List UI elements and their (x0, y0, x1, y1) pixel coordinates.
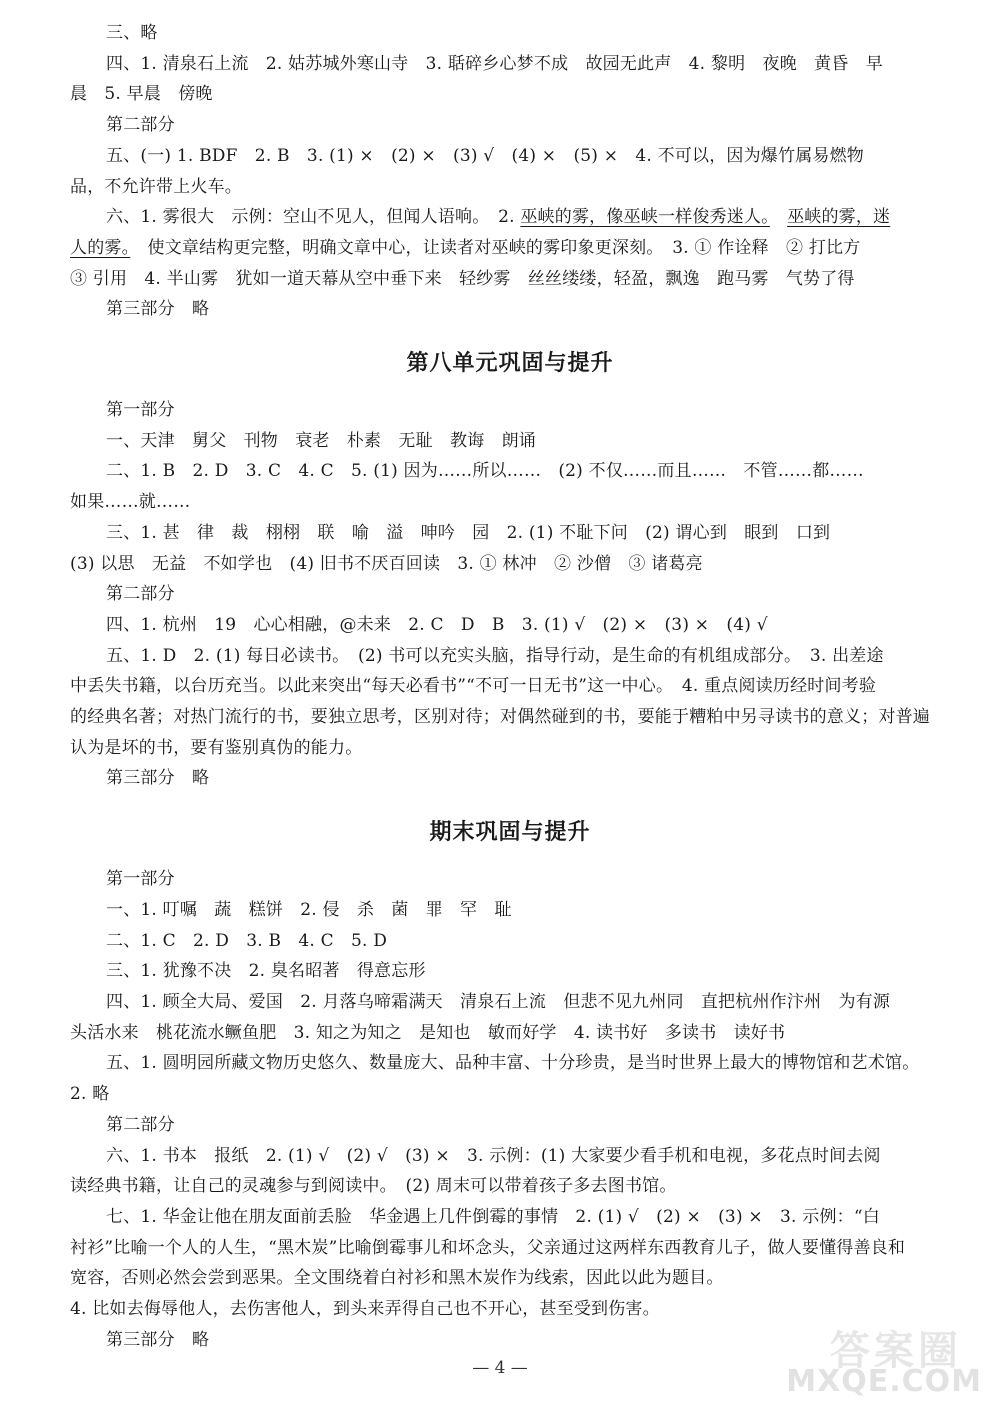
text-line: ③ 引用 4. 半山雾 犹如一道天幕从空中垂下来 轻纱雾 丝丝缕缕，轻盈，飘逸 跑马雾 气势了得 (70, 268, 855, 289)
text-line: 五、(一) 1. BDF 2. B 3. (1) × (2) × (3) √ (4) × (5) × 4. 不可以，因为爆竹属易燃物 (106, 145, 865, 166)
underlined-answer: 巫峡的雾，像巫峡一样俊秀迷人。 (520, 207, 770, 228)
spacer (70, 850, 950, 864)
spacer (70, 381, 950, 395)
text-segment (770, 207, 787, 227)
text-line: 二、1. B 2. D 3. C 4. C 5. (1) 因为……所以…… (2) 不仅……而且…… 不管……都…… (106, 461, 864, 482)
text-line: 七、1. 华金让他在朋友面前丢脸 华金遇上几件倒霉的事情 2. (1) √ (2) × (3) × 3. 示例：“白 (106, 1206, 880, 1227)
text-line: 4. 比如去侮辱他人，去伤害他人，到头来弄得自己也不开心，甚至受到伤害。 (70, 1299, 660, 1320)
part-label: 第二部分 (106, 1114, 175, 1135)
text-line: 品，不允许带上火车。 (70, 176, 242, 197)
text-line: 衬衫”比喻一个人的人生，“黑木炭”比喻倒霉事儿和坏念头，父亲通过这两样东西教育儿子，做人要懂得善良和 (70, 1237, 906, 1258)
text-line: 认为是坏的书，要有鉴别真伪的能力。 (70, 737, 363, 758)
text-line: 四、1. 清泉石上流 2. 姑苏城外寒山寺 3. 聒碎乡心梦不成 故园无此声 4. 黎明 夜晚 黄昏 早 (106, 53, 883, 74)
text-line (70, 202, 950, 233)
text-line: 五、1. 圆明园所藏文物历史悠久、数量庞大、品种丰富、十分珍贵，是当时世界上最大的博物馆和艺术馆。 (106, 1053, 920, 1074)
text-line: 三、1. 犹豫不决 2. 臭名昭著 得意忘形 (106, 961, 426, 982)
text-line: 三、1. 甚 律 裁 栩栩 联 喻 溢 呻吟 园 2. (1) 不耻下问 (2) 谓心到 眼到 口到 (106, 522, 831, 543)
text-segment: 使文章结构更完整，明确文章中心，让读者对巫峡的雾印象更深刻。 3. ① 作诠释 ② 打比方 (130, 237, 861, 258)
text-line: 三、略 (106, 23, 158, 43)
part-label: 第三部分 略 (106, 1329, 210, 1350)
section-heading-unit8: 第八单元巩固与提升 (406, 351, 614, 377)
text-line: 晨 5. 早晨 傍晚 (70, 84, 213, 105)
text-line: (3) 以思 无益 不如学也 (4) 旧书不厌百回读 3. ① 林冲 ② 沙僧 ③ 诸葛亮 (70, 553, 703, 574)
section-heading-final: 期末巩固与提升 (429, 820, 591, 846)
page-number: — 4 — (472, 1358, 528, 1378)
text-line: 如果……就…… (70, 492, 191, 513)
section-final (70, 864, 950, 1355)
part-label: 第三部分 略 (106, 768, 210, 789)
text-line: 四、1. 杭州 19 心心相融，@未来 2. C D B 3. (1) √ (2) × (3) × (4) √ (106, 614, 768, 635)
text-line: 2. 略 (70, 1084, 110, 1105)
text-line: 四、1. 顾全大局、爱国 2. 月落乌啼霜满天 清泉石上流 但悲不见九州同 直把杭州作汴州 为有源 (106, 991, 891, 1012)
text-line: 五、1. D 2. (1) 每日必读书。 (2) 书可以充实头脑，指导行动，是生命的有机组成部分。 3. 出差途 (106, 645, 884, 666)
text-line: 宽容，否则必然会尝到恶果。全文围绕着白衬衫和黑木炭作为线索，因此以此为题目。 (70, 1268, 724, 1289)
spacer (70, 794, 950, 816)
text-line: 读经典书籍，让自己的灵魂参与到阅读中。 (2) 周末可以带着孩子多去图书馆。 (70, 1176, 677, 1197)
text-line: 头活水来 桃花流水鳜鱼肥 3. 知之为知之 是知也 敏而好学 4. 读书好 多读书 读好书 (70, 1022, 786, 1043)
text-line: 六、1. 书本 报纸 2. (1) √ (2) √ (3) × 3. 示例：(1) 大家要少看手机和电视，多花点时间去阅 (106, 1145, 881, 1166)
part-label: 第二部分 (106, 115, 175, 136)
answer-page (70, 18, 950, 1355)
part-label: 第一部分 (106, 869, 175, 890)
part-label: 第二部分 (106, 584, 175, 605)
text-line: 的经典名著；对热门流行的书，要独立思考，区别对待；对偶然碰到的书，要能于糟粕中另寻读书的意义；对普遍 (70, 707, 930, 728)
text-line: 中丢失书籍，以台历充当。以此来突出“每天必看书”“不可一日无书”这一中心。 4. 重点阅读历经时间考验 (70, 676, 877, 697)
watermark-logo: 答案圈 (830, 1328, 962, 1374)
part-label: 第三部分 略 (106, 299, 210, 320)
section-unit7-tail (70, 18, 950, 325)
part-label: 第一部分 (106, 400, 175, 421)
watermark (752, 1319, 982, 1399)
section-unit8 (70, 395, 950, 794)
text-line: 二、1. C 2. D 3. B 4. C 5. D (106, 930, 388, 951)
watermark-site: MXQE.COM (786, 1364, 982, 1399)
text-line (70, 233, 950, 264)
text-line: 一、天津 舅父 刊物 衰老 朴素 无耻 教诲 朗诵 (106, 430, 536, 451)
underlined-answer: 巫峡的雾，迷 (787, 207, 891, 228)
spacer (70, 325, 950, 347)
text-line: 一、1. 叮嘱 蔬 糕饼 2. 侵 杀 菌 罪 罕 耻 (106, 899, 512, 920)
underlined-answer: 人的雾。 (70, 237, 131, 258)
text-segment: 六、1. 雾很大 示例：空山不见人，但闻人语响。 2. (106, 207, 521, 228)
